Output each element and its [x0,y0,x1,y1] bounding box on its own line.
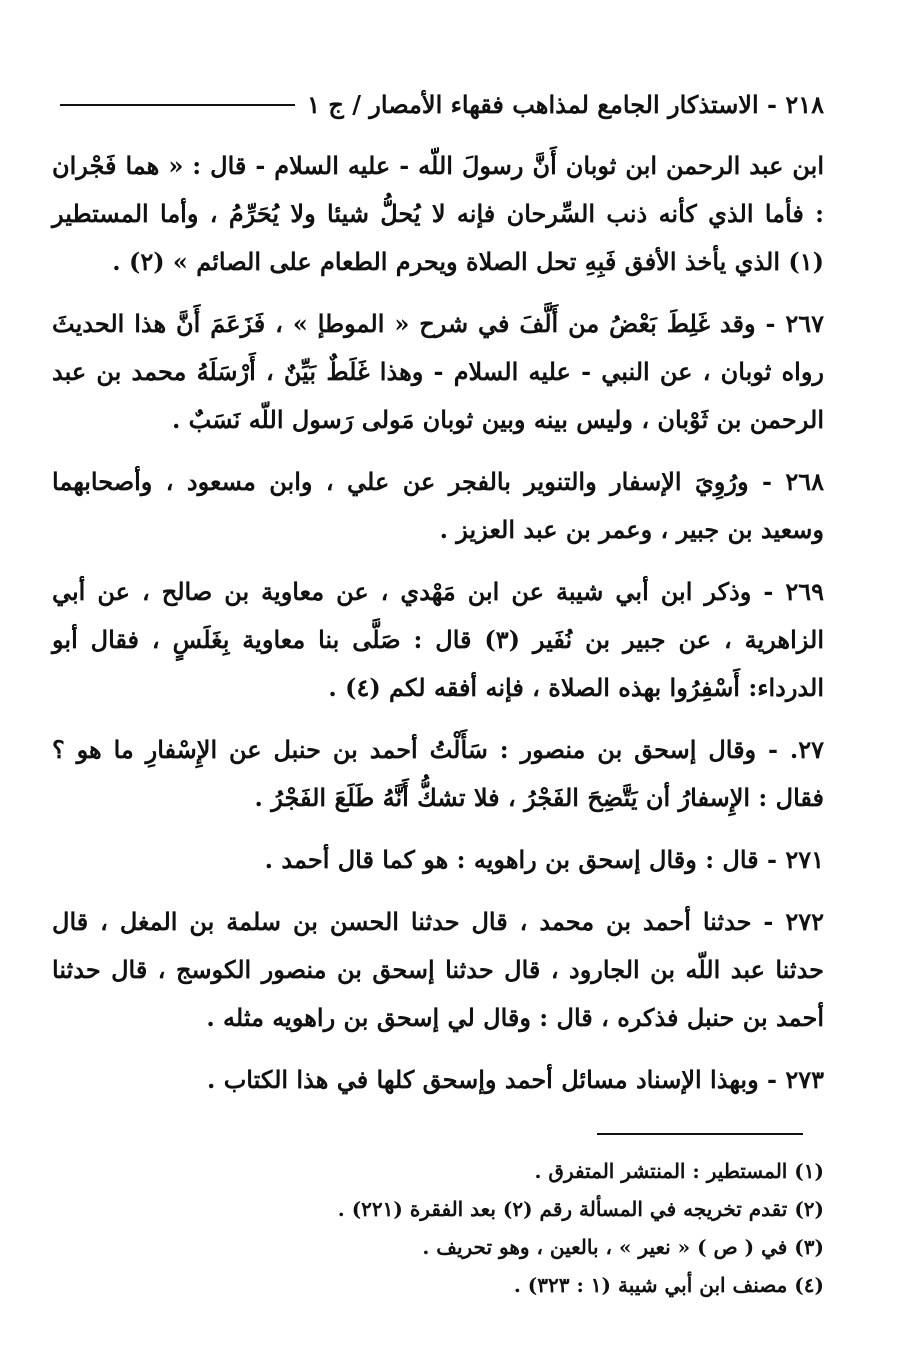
paragraph-272: ٢٧٢ - حدثنا أحمد بن محمد ، قال حدثنا الحسن بن سلمة بن المغل ، قال حدثنا عبد اللّه بن الجارود ، قال حدثنا إسحق بن منصور الكوسج ، قال حدثنا أحمد بن حنبل فذكره ، قال : وقال لي إسحق بن راهويه مثله . [52,907,824,1032]
paragraph-268: ٢٦٨ - ورُوِيَ الإسفار والتنوير بالفجر عن علي ، وابن مسعود ، وأصحابهما وسعيد بن جبير ، وعمر بن عبد العزيز . [52,467,824,544]
main-text [52,142,824,1118]
paragraph-267: ٢٦٧ - وقد غَلِطَ بَعْضُ من أَلَّفَ في شرح « الموطإ » ، فَزَعَمَ أَنَّ هذا الحديثَ رواه ثوبان ، عن النبي - عليه السلام - وهذا غَلَطٌ بَيِّنٌ ، أَرْسَلَهُ محمد بن عبد الرحمن بن ثَوْبان ، وليس بينه وبين ثوبان مَولى رَسول اللّه نَسَبٌ . [52,309,824,434]
header-title: ٢١٨ - الاستذكار الجامع لمذاهب فقهاء الأمصار / ج ١ [307,90,824,119]
footnote-3: (٣) في ( ص ) « نعير » ، بالعين ، وهو تحريف . [422,1235,824,1259]
paragraph-271: ٢٧١ - قال : وقال إسحق بن راهويه : هو كما قال أحمد . [264,845,824,874]
header-rule [60,104,295,106]
running-header [60,90,824,119]
footnote-1: (١) المستطير : المنتشر المتفرق . [534,1159,824,1183]
paragraph-hadith-continuation: ابن عبد الرحمن ابن ثوبان أَنَّ رسولَ اللّه - عليه السلام - قال : « هما فَجْران : فأما الذي كأنه ذنب السِّرحان فإنه لا يُحلُّ شيئا ولا يُحَرِّمُ ، وأما المستطير (١) الذي يأخذ الأفق فَبِهِ تحل الصلاة ويحرم الطعام على الصائم » (٢) . [52,151,825,276]
footnote-4: (٤) مصنف ابن أبي شيبة (١ : ٣٢٣) . [513,1273,824,1297]
paragraph-273: ٢٧٣ - وبهذا الإسناد مسائل أحمد وإسحق كلها في هذا الكتاب . [206,1065,824,1094]
footnotes [92,1152,824,1304]
footnote-2: (٢) تقدم تخريجه في المسألة رقم (٢) بعد الفقرة (٢٢١) . [337,1197,824,1221]
paragraph-270: ٢٧. - وقال إسحق بن منصور : سَأَلْتُ أحمد بن حنبل عن الإِسْفارِ ما هو ؟ فقال : الإِسفارُ أن يَتَّضِحَ الفَجْرُ ، فلا تشكُّ أَنَّهُ طَلَعَ الفَجْرُ . [52,735,824,812]
paragraph-269: ٢٦٩ - وذكر ابن أبي شيبة عن ابن مَهْدي ، عن معاوية بن صالح ، عن أبي الزاهرية ، عن جبير بن نُفَير (٣) قال : صَلَّى بنا معاوية بِغَلَسٍ ، فقال أبو الدرداء: أَسْفِرُوا بهذه الصلاة ، فإنه أفقه لكم (٤) . [52,577,824,702]
footnote-separator [597,1133,803,1135]
